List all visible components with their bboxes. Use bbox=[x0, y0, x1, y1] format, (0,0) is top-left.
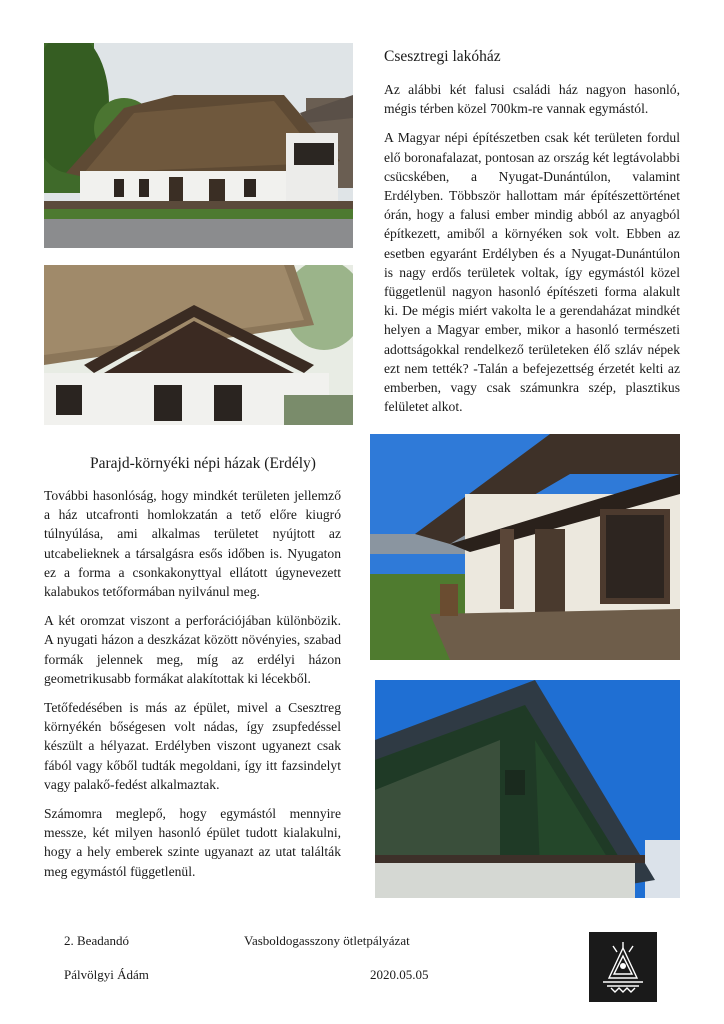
footer-assignment: 2. Beadandó bbox=[64, 933, 129, 948]
section-parajd-text bbox=[44, 486, 341, 891]
footer-competition: Vasboldogasszony ötletpályázat bbox=[244, 933, 410, 948]
paragraph: A két oromzat viszont a perforációjában különbözik. A nyugati házon a deszkázat között növényies, szabad formák jelennek meg, míg az erdélyi házon geometrikusabb formákat alakítottak ki lécekből. bbox=[44, 613, 341, 686]
paragraph: Számomra meglepő, hogy egymástól mennyire messze, két milyen hasonló épület tudott kialakulni, hogy a hely emberek szinte ugyanazt az utat találták meg egymástól függetlenül. bbox=[44, 806, 341, 879]
photo-wooden-gable bbox=[375, 680, 680, 898]
photo-eaves-detail bbox=[44, 265, 353, 425]
footer-date: 2020.05.05 bbox=[370, 967, 429, 982]
photo-thatched-house bbox=[44, 43, 353, 248]
paragraph: A Magyar népi építészetben csak két területen fordul elő boronafalazat, pontosan az ország két legtávolabbi csücskében, a Nyugat-Dunántúlon, valamint Erdélyben. Többször hallottam már építészettörténet órán, hogy a falusi ember mindig abból az anyagból építkezett, amiből a környéken sok volt. Ebben az esetben egyaránt Erdélyben és a Nyugat-Dunántúlon is nagy erdős területek voltak, így egymástól közel függetlenül nagyon hasonló építészeti forma alakult ki. De mégis miért vakolta le a gerendaházat mindkét helyen a Magyar ember, mikor a hasonló természeti adottságokkal rendelkező területeken élő szláv népek ezt nem tették? -Talán a befejezettség érzetét kelti az emberben, vagy csak számunkra szép, plasztikus felületet alkot. bbox=[384, 130, 680, 415]
photo-porch-house bbox=[370, 434, 680, 660]
paragraph: Tetőfedésében is más az épület, mivel a Csesztreg környékén bőségesen volt nádas, így zsupfedéssel készült a hélyazat. Erdélyben viszont ugyanezt csak fából vagy kőből tudták megoldani, így itt fazsindelyt vagy palakő-fedést alkalmaztak. bbox=[44, 700, 341, 792]
footer-author: Pálvölgyi Ádám bbox=[64, 967, 149, 982]
logo-icon bbox=[589, 932, 657, 1002]
section-title-csesztreg: Csesztregi lakóház bbox=[384, 48, 501, 65]
section-csesztreg-text bbox=[384, 80, 680, 426]
section-title-parajd: Parajd-környéki népi házak (Erdély) bbox=[90, 455, 316, 472]
paragraph: Az alábbi két falusi családi ház nagyon hasonló, mégis térben közel 700km-re vannak egymástól. bbox=[384, 82, 680, 117]
paragraph: További hasonlóság, hogy mindkét területen jellemző a ház utcafronti homlokzatán a tető előre kiugró túlnyúlása, ami alkalmas területet nyújtott az utcabelieknek a társalgásra esős időben is. Nyugaton ez a forma a csonkakonyttyal ellátott úgynevezett kalabukos tetőformában nyilvánul meg. bbox=[44, 488, 341, 600]
